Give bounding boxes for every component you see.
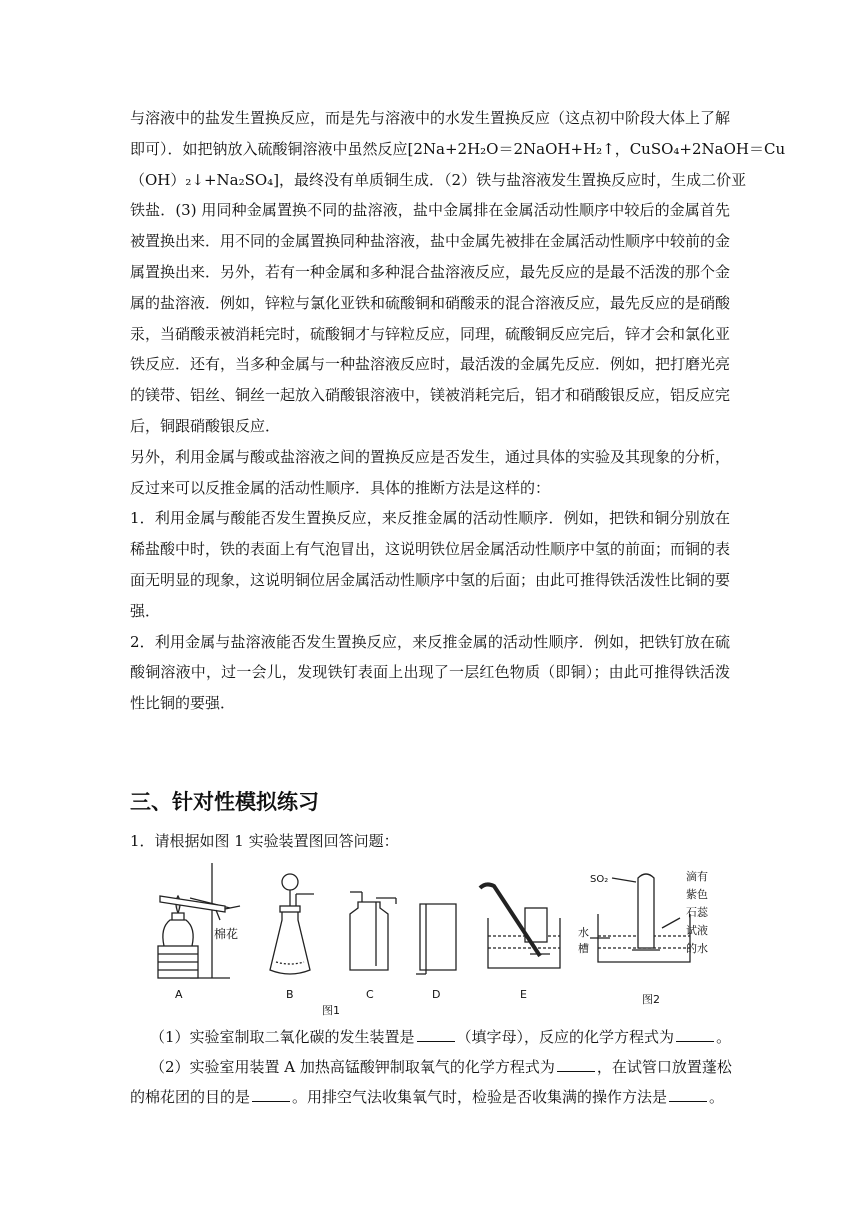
section-heading: 三、针对性模拟练习: [130, 790, 319, 814]
sub-question-1: （1）实验室制取二氧化碳的发生装置是 （填字母），反应的化学方程式为 。: [150, 1028, 732, 1046]
water-tank-label-2: 槽: [578, 942, 589, 955]
water-tank-label-1: 水: [578, 926, 589, 939]
text-line: 的镁带、铝丝、铜丝一起放入硝酸银溶液中，镁被消耗完后，铝才和硝酸银反应，铝反应完: [130, 386, 731, 405]
answer-blank[interactable]: [669, 1087, 707, 1102]
text-line: 后，铜跟硝酸银反应．: [130, 416, 281, 435]
figure-2-trough: [590, 874, 690, 962]
apparatus-b: [270, 874, 314, 974]
text-line: 属的盐溶液．例如，锌粒与氯化亚铁和硫酸铜和硝酸汞的混合溶液反应，最先反应的是硝酸: [130, 293, 731, 312]
fig2-caption: 图2: [642, 993, 660, 1006]
text-line: 面无明显的现象，这说明铜位居金属活动性顺序中氢的后面；由此可推得铁活泼性比铜的要: [130, 570, 731, 589]
apparatus-c: [350, 892, 396, 970]
experiment-apparatus-figure: [150, 858, 730, 1018]
label-a: A: [175, 988, 183, 1001]
label-b: B: [286, 988, 294, 1001]
label-c: C: [366, 988, 374, 1001]
indicator-label-2: 紫色: [686, 888, 708, 901]
body-text: [130, 103, 786, 719]
indicator-label-1: 滴有: [686, 870, 708, 883]
text-line: 被置换出来．用不同的金属置换同种盐溶液，盐中金属先被排在金属活动性顺序中较前的金: [130, 232, 731, 251]
answer-blank[interactable]: [557, 1057, 595, 1072]
answer-blank[interactable]: [417, 1027, 455, 1042]
indicator-label-4: 试液: [686, 924, 708, 937]
text-line: 汞，当硝酸汞被消耗完时，硫酸铜才与锌粒反应，同理，硫酸铜反应完后，锌才会和氯化亚: [130, 324, 731, 343]
sub-question-2: （2）实验室用装置 A 加热高锰酸钾制取氧气的化学方程式为 ，在试管口放置蓬松: [150, 1058, 732, 1076]
text-line: 2．利用金属与盐溶液能否发生置换反应，来反推金属的活动性顺序．例如，把铁钉放在硫: [130, 632, 730, 651]
text-line: （OH）₂↓+Na₂SO₄]，最终没有单质铜生成．（2）铁与盐溶液发生置换反应时，生成二价亚: [130, 170, 747, 189]
text-line: 属置换出来．另外，若有一种金属和多种混合盐溶液反应，最先反应的是最不活泼的那个金: [130, 262, 731, 281]
text-line: 铁反应．还有，当多种金属与一种盐溶液反应时，最活泼的金属先反应．例如，把打磨光亮: [130, 355, 731, 374]
answer-blank[interactable]: [676, 1027, 714, 1042]
fig1-caption: 图1: [322, 1004, 340, 1017]
cotton-label: 棉花: [214, 927, 239, 941]
apparatus-d: [416, 904, 456, 974]
text-line: 铁盐．(3) 用同种金属置换不同的盐溶液，盐中金属排在金属活动性顺序中较后的金属首先: [130, 201, 730, 220]
sub-question-2-cont: 的棉花团的目的是 。用排空气法收集氧气时，检验是否收集满的操作方法是 。: [130, 1088, 725, 1106]
text-line: 稀盐酸中时，铁的表面上有气泡冒出，这说明铁位居金属活动性顺序中氢的前面；而铜的表: [130, 540, 731, 559]
text-line: 另外，利用金属与酸或盐溶液之间的置换反应是否发生，通过具体的实验及其现象的分析，: [130, 447, 731, 466]
apparatus-svg: [150, 858, 730, 1018]
text-line: 性比铜的要强．: [130, 694, 236, 713]
indicator-label-3: 石蕊: [686, 906, 708, 919]
label-e: E: [520, 988, 527, 1001]
apparatus-e: [480, 884, 560, 968]
indicator-label-5: 的水: [686, 942, 708, 955]
text-line: 即可）．如把钠放入硫酸铜溶液中虽然反应[2Na+2H₂O＝2NaOH+H₂↑，CuSO₄+2NaOH＝Cu: [130, 139, 786, 158]
text-line: 酸铜溶液中，过一会儿，发现铁钉表面上出现了一层红色物质（即铜）；由此可推得铁活泼: [130, 663, 730, 682]
question-1: 1．请根据如图 1 实验装置图回答问题：: [130, 832, 399, 850]
text-line: 1．利用金属与酸能否发生置换反应，来反推金属的活动性顺序．例如，把铁和铜分别放在: [130, 509, 730, 528]
text-line: 与溶液中的盐发生置换反应，而是先与溶液中的水发生置换反应（这点初中阶段大体上了解: [130, 109, 731, 127]
so2-label: SO₂: [590, 874, 609, 885]
text-line: 反过来可以反推金属的活动性顺序．具体的推断方法是这样的：: [130, 478, 551, 497]
apparatus-a: [158, 863, 240, 978]
answer-blank[interactable]: [252, 1087, 290, 1102]
label-d: D: [432, 988, 441, 1001]
text-line: 强．: [130, 601, 161, 620]
